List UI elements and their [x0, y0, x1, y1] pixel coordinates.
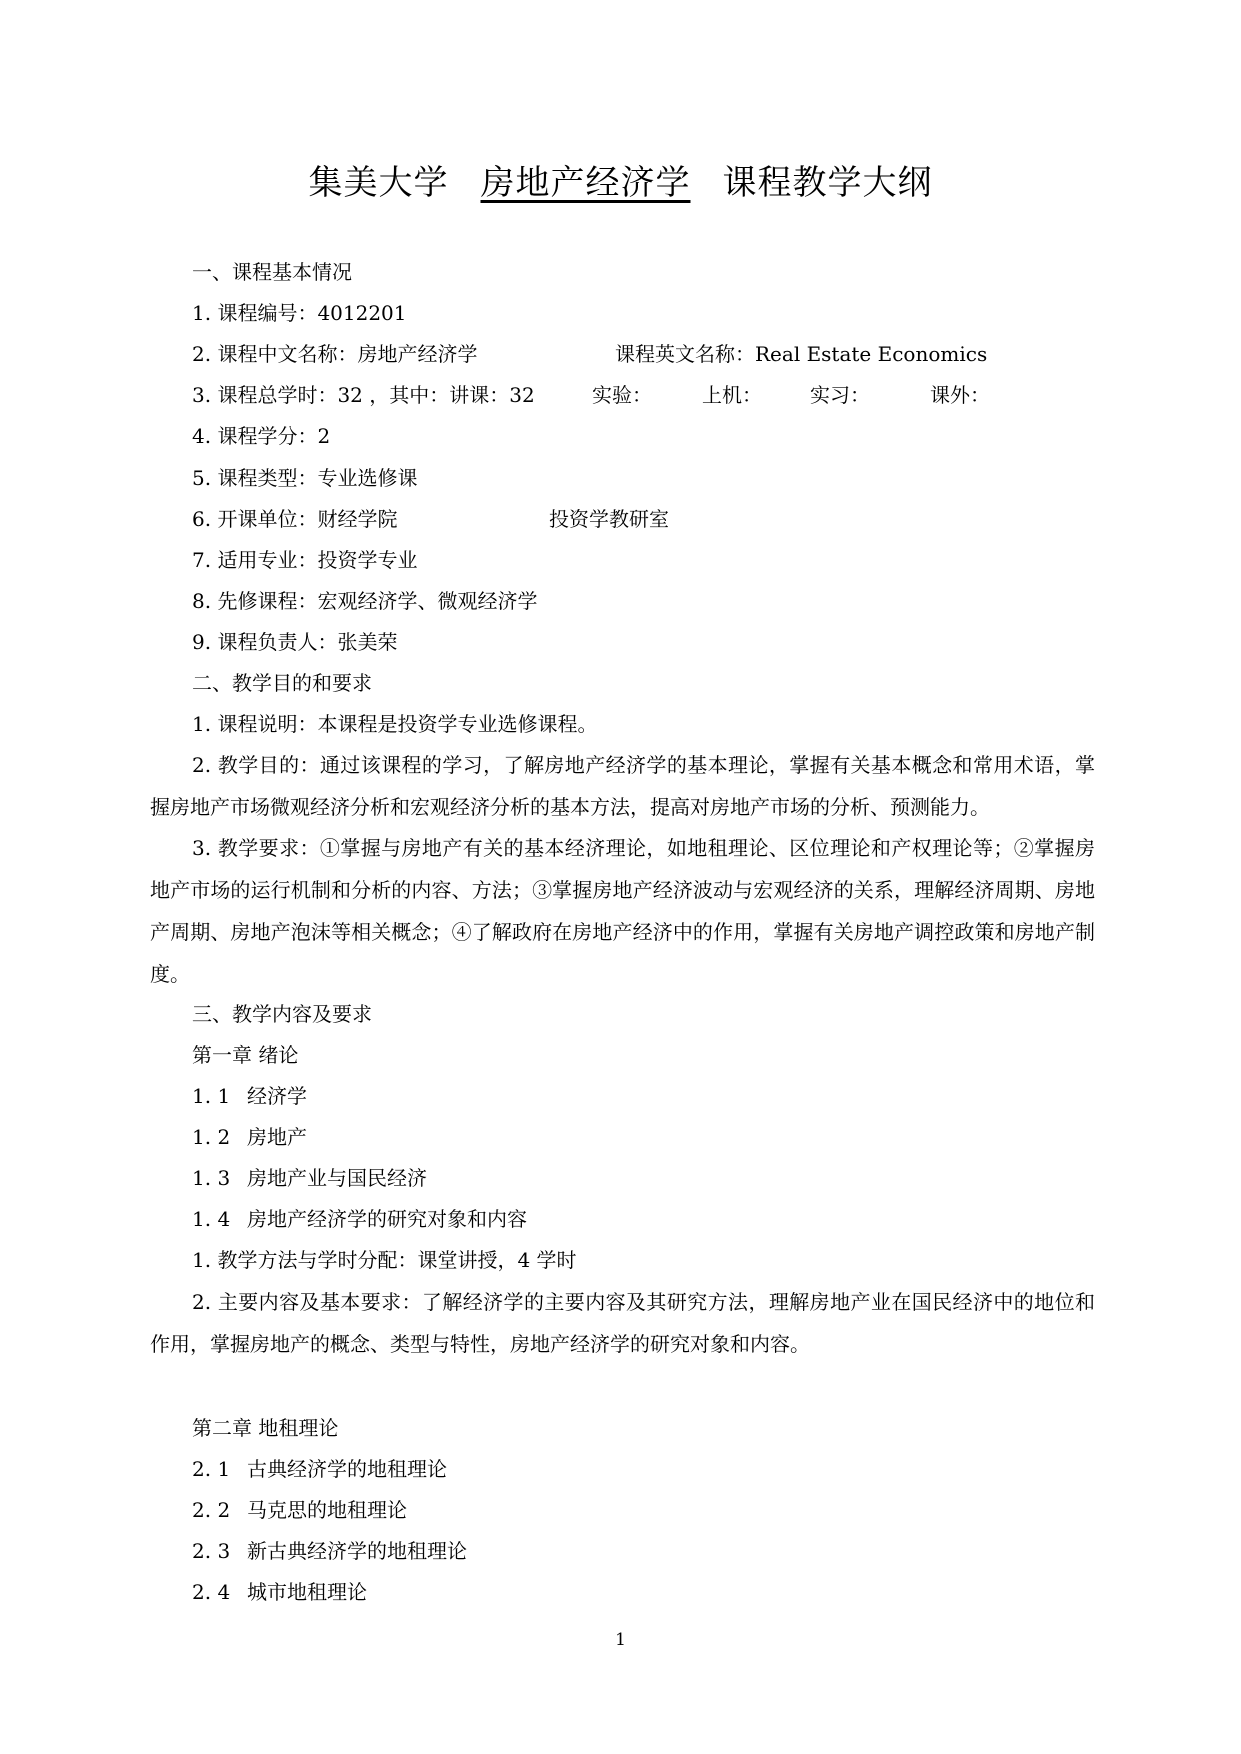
section2-heading: 二、教学目的和要求: [192, 671, 372, 695]
course-credits: 4. 课程学分：2: [192, 424, 331, 448]
course-type: 5. 课程类型：专业选修课: [192, 466, 418, 490]
course-name-cn: 2. 课程中文名称：房地产经济学: [192, 342, 478, 366]
course-unit-row: [192, 504, 669, 534]
course-name-en: 课程英文名称：Real Estate Economics: [615, 342, 988, 366]
item-number: 1. 1: [192, 1084, 231, 1108]
chapter2-item: [192, 1495, 407, 1525]
course-unit-office: 投资学教研室: [549, 507, 669, 531]
course-name-row: [192, 339, 988, 369]
page-number: 1: [615, 1630, 626, 1650]
item-number: 1. 4: [192, 1207, 231, 1231]
chapter1-item: [192, 1122, 307, 1152]
chapter1-item: [192, 1163, 427, 1193]
section3-heading: 三、教学内容及要求: [192, 1002, 372, 1026]
chapter2-item: [192, 1536, 467, 1566]
hours-extra: 课外：: [930, 383, 990, 407]
item-text: 马克思的地租理论: [247, 1498, 407, 1522]
course-unit: 6. 开课单位：财经学院: [192, 507, 398, 531]
item-text: 古典经济学的地租理论: [247, 1457, 447, 1481]
item-text: 城市地租理论: [247, 1580, 367, 1604]
title-prefix: 集美大学: [308, 163, 449, 203]
course-hours-row: [192, 380, 990, 410]
item-text: 房地产: [247, 1125, 307, 1149]
item-text: 房地产业与国民经济: [247, 1166, 427, 1190]
teaching-requirements: 3. 教学要求：①掌握与房地产有关的基本经济理论，如地租理论、区位理论和产权理论等；②掌握房地产市场的运行机制和分析的内容、方法；③掌握房地产经济波动与宏观经济的关系，理解经济周期、房地产周期、房地产泡沫等相关概念；④了解政府在房地产经济中的作用，掌握有关房地产调控政策和房地产制度。: [150, 836, 1095, 986]
hours-total: 3. 课程总学时：32 ，其中：讲课：32: [192, 383, 535, 407]
item-number: 2. 3: [192, 1539, 231, 1563]
chapter1-item: [192, 1204, 527, 1234]
chapter1-item: [192, 1081, 307, 1111]
course-major: 7. 适用专业：投资学专业: [192, 548, 418, 572]
item-text: 经济学: [247, 1084, 307, 1108]
title-suffix: 课程教学大纲: [722, 163, 933, 203]
section1-heading: 一、课程基本情况: [192, 260, 352, 284]
course-prereq: 8. 先修课程：宏观经济学、微观经济学: [192, 589, 538, 613]
chapter2-title: 第二章 地租理论: [192, 1416, 339, 1440]
item-text: 房地产经济学的研究对象和内容: [247, 1207, 527, 1231]
page-title: [0, 160, 1241, 206]
hours-lab: 实验：: [592, 383, 652, 407]
chapter1-requirement: 2. 主要内容及基本要求：了解经济学的主要内容及其研究方法，理解房地产业在国民经济中的地位和作用，掌握房地产的概念、类型与特性，房地产经济学的研究对象和内容。: [150, 1290, 1095, 1356]
hours-intern: 实习：: [810, 383, 870, 407]
course-code: 1. 课程编号：4012201: [192, 301, 407, 325]
chapter2-item: [192, 1577, 367, 1607]
item-text: 新古典经济学的地租理论: [247, 1539, 467, 1563]
course-owner: 9. 课程负责人：张美荣: [192, 630, 398, 654]
item-number: 2. 1: [192, 1457, 231, 1481]
item-number: 2. 2: [192, 1498, 231, 1522]
chapter1-title: 第一章 绪论: [192, 1043, 299, 1067]
chapter2-item: [192, 1454, 447, 1484]
course-description: 1. 课程说明：本课程是投资学专业选修课程。: [192, 712, 598, 736]
item-number: 1. 3: [192, 1166, 231, 1190]
hours-computer: 上机：: [702, 383, 762, 407]
item-number: 1. 2: [192, 1125, 231, 1149]
chapter1-method: 1. 教学方法与学时分配：课堂讲授，4 学时: [192, 1248, 577, 1272]
item-number: 2. 4: [192, 1580, 231, 1604]
teaching-purpose: 2. 教学目的：通过该课程的学习，了解房地产经济学的基本理论，掌握有关基本概念和常用术语，掌握房地产市场微观经济分析和宏观经济分析的基本方法，提高对房地产市场的分析、预测能力。: [150, 753, 1095, 819]
title-course-name: 房地产经济学: [480, 163, 691, 203]
